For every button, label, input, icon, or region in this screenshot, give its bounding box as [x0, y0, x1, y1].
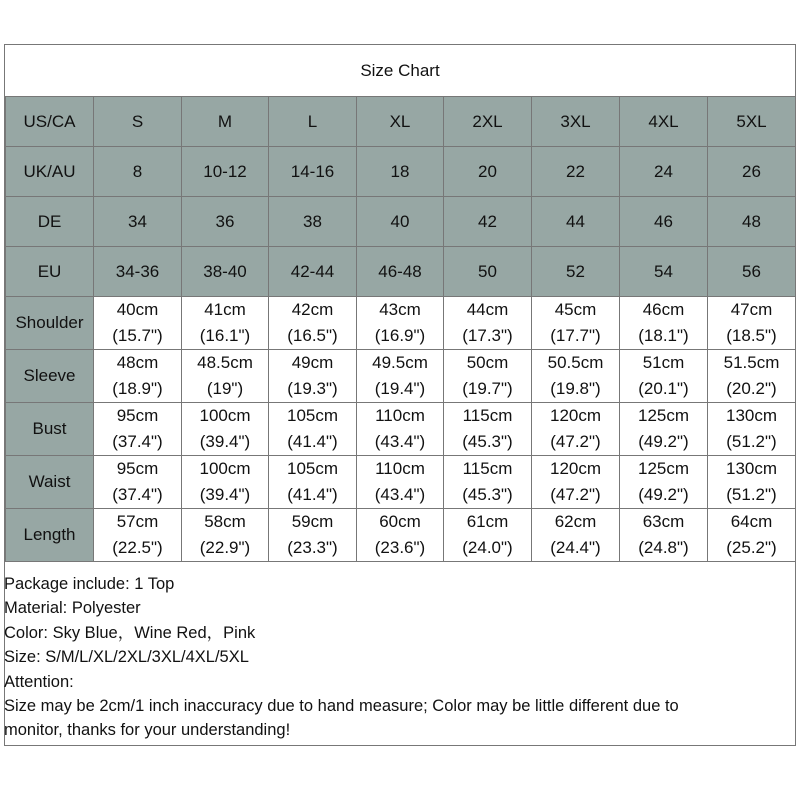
inch-value: (41.4"): [287, 432, 338, 451]
measurement-cell: [182, 403, 269, 456]
measurement-cell: [182, 297, 269, 350]
inch-value: (51.2"): [726, 485, 777, 504]
cm-value: 62cm: [554, 512, 597, 531]
cm-value: 41cm: [204, 300, 246, 319]
cm-value: 40cm: [116, 300, 159, 319]
measurement-cell: [357, 350, 444, 403]
inch-value: (18.5"): [726, 326, 777, 345]
size-cell: 48: [708, 197, 796, 247]
note-size: Size: S/M/L/XL/2XL/3XL/4XL/5XL: [4, 648, 249, 667]
inch-value: (41.4"): [287, 485, 338, 504]
inch-value: (23.6"): [374, 538, 426, 557]
measurement-cell: [269, 509, 357, 562]
size-cell: 26: [708, 147, 796, 197]
measurement-cell: [269, 350, 357, 403]
measurement-cell: [269, 456, 357, 509]
measurement-cell: [532, 403, 620, 456]
cm-value: 100cm: [199, 406, 251, 425]
cm-value: 125cm: [637, 459, 690, 478]
inch-value: (45.3"): [462, 432, 513, 451]
measurement-cell: [620, 297, 708, 350]
measurement-cell: [269, 403, 357, 456]
cm-value: 43cm: [379, 300, 421, 319]
measurement-label: Length: [6, 509, 94, 562]
inch-value: (20.2"): [726, 379, 777, 398]
inch-value: (47.2"): [550, 485, 601, 504]
measurement-cell: [708, 297, 796, 350]
row-label: UK/AU: [6, 147, 94, 197]
inch-value: (24.4"): [550, 538, 601, 557]
size-cell: 10-12: [182, 147, 269, 197]
row-label: EU: [6, 247, 94, 297]
cm-value: 46cm: [642, 300, 685, 319]
size-cell: 22: [532, 147, 620, 197]
measurement-cell: [182, 350, 269, 403]
measurement-cell: [444, 509, 532, 562]
inch-value: (51.2"): [726, 432, 777, 451]
cm-value: 63cm: [642, 512, 685, 531]
measurement-label: Shoulder: [6, 297, 94, 350]
measurement-cell: [444, 403, 532, 456]
inch-value: (22.5"): [112, 538, 163, 557]
size-cell: 46: [620, 197, 708, 247]
note-material: Material: Polyester: [4, 599, 141, 618]
measurement-cell: [357, 403, 444, 456]
size-cell: 8: [94, 147, 182, 197]
inch-value: (37.4"): [112, 432, 163, 451]
size-cell: 24: [620, 147, 708, 197]
size-system-row: [6, 247, 796, 297]
inch-value: (16.5"): [287, 326, 338, 345]
measurement-cell: [532, 509, 620, 562]
cm-value: 115cm: [462, 459, 513, 478]
inch-value: (20.1"): [638, 379, 689, 398]
measurement-cell: [94, 509, 182, 562]
measurement-row: [6, 297, 796, 350]
cm-value: 130cm: [725, 406, 778, 425]
inch-value: (19.8"): [550, 379, 601, 398]
measurement-cell: [357, 509, 444, 562]
cm-value: 125cm: [637, 406, 690, 425]
inch-value: (23.3"): [287, 538, 338, 557]
measurement-cell: [269, 297, 357, 350]
cm-value: 59cm: [291, 512, 334, 531]
size-cell: L: [269, 97, 357, 147]
measurement-row: [6, 509, 796, 562]
size-cell: 3XL: [532, 97, 620, 147]
size-cell: M: [182, 97, 269, 147]
measurement-cell: [182, 456, 269, 509]
size-cell: 44: [532, 197, 620, 247]
measurement-cell: [708, 456, 796, 509]
product-notes: [4, 572, 790, 743]
measurement-cell: [357, 456, 444, 509]
measurement-cell: [708, 350, 796, 403]
size-cell: 42: [444, 197, 532, 247]
size-cell: 46-48: [357, 247, 444, 297]
size-cell: 42-44: [269, 247, 357, 297]
measurement-cell: [620, 350, 708, 403]
measurement-cell: [708, 403, 796, 456]
cm-value: 42cm: [291, 300, 334, 319]
cm-value: 120cm: [549, 406, 602, 425]
measurement-label: Sleeve: [6, 350, 94, 403]
cm-value: 44cm: [466, 300, 509, 319]
size-cell: 14-16: [269, 147, 357, 197]
measurement-cell: [444, 297, 532, 350]
note-package: Package include: 1 Top: [4, 575, 175, 593]
size-cell: 52: [532, 247, 620, 297]
note-disclaimer-line2: monitor, thanks for your understanding!: [4, 721, 291, 740]
measurement-cell: [444, 456, 532, 509]
size-table: [5, 96, 796, 562]
cm-value: 95cm: [116, 459, 159, 478]
cm-value: 51.5cm: [723, 353, 780, 372]
cm-value: 115cm: [462, 406, 513, 425]
note-disclaimer-line1: Size may be 2cm/1 inch inaccuracy due to hand measure; Color may be little different due to: [4, 697, 679, 716]
inch-value: (45.3"): [462, 485, 513, 504]
row-label: DE: [6, 197, 94, 247]
inch-value: (39.4"): [199, 432, 251, 451]
size-cell: 38-40: [182, 247, 269, 297]
measurement-cell: [620, 509, 708, 562]
measurement-cell: [94, 350, 182, 403]
cm-value: 105cm: [286, 459, 339, 478]
measurement-cell: [94, 297, 182, 350]
cm-value: 58cm: [204, 512, 246, 531]
measurement-cell: [620, 456, 708, 509]
cm-value: 105cm: [286, 406, 339, 425]
measurement-cell: [94, 456, 182, 509]
cm-value: 95cm: [116, 406, 159, 425]
measurement-cell: [708, 509, 796, 562]
size-cell: 18: [357, 147, 444, 197]
measurement-cell: [182, 509, 269, 562]
cm-value: 51cm: [642, 353, 685, 372]
cm-value: 49cm: [291, 353, 334, 372]
cm-value: 100cm: [199, 459, 251, 478]
size-cell: 5XL: [708, 97, 796, 147]
size-system-row: [6, 97, 796, 147]
size-cell: 50: [444, 247, 532, 297]
inch-value: (16.1"): [199, 326, 251, 345]
inch-value: (17.7"): [550, 326, 601, 345]
cm-value: 45cm: [554, 300, 597, 319]
cm-value: 120cm: [549, 459, 602, 478]
cm-value: 47cm: [730, 300, 773, 319]
measurement-cell: [532, 456, 620, 509]
cm-value: 60cm: [379, 512, 421, 531]
measurement-cell: [532, 350, 620, 403]
size-cell: 54: [620, 247, 708, 297]
cm-value: 57cm: [116, 512, 159, 531]
size-cell: 34: [94, 197, 182, 247]
inch-value: (16.9"): [374, 326, 426, 345]
cm-value: 48.5cm: [197, 353, 253, 372]
inch-value: (39.4"): [199, 485, 251, 504]
size-cell: 56: [708, 247, 796, 297]
size-cell: XL: [357, 97, 444, 147]
cm-value: 50cm: [466, 353, 509, 372]
size-cell: 40: [357, 197, 444, 247]
size-cell: 20: [444, 147, 532, 197]
cm-value: 110cm: [375, 406, 425, 425]
inch-value: (43.4"): [374, 485, 426, 504]
measurement-row: [6, 350, 796, 403]
cm-value: 61cm: [466, 512, 509, 531]
inch-value: (37.4"): [112, 485, 163, 504]
size-cell: 38: [269, 197, 357, 247]
chart-title: Size Chart: [5, 45, 795, 97]
inch-value: (15.7"): [112, 326, 163, 345]
cm-value: 130cm: [725, 459, 778, 478]
measurement-cell: [532, 297, 620, 350]
measurement-label: Bust: [6, 403, 94, 456]
measurement-label: Waist: [6, 456, 94, 509]
note-color: Color: Sky Blue，Wine Red，Pink: [4, 623, 256, 642]
inch-value: (43.4"): [374, 432, 426, 451]
note-attention: Attention:: [4, 672, 74, 691]
measurement-cell: [444, 350, 532, 403]
inch-value: (18.9"): [112, 379, 163, 398]
inch-value: (19.4"): [374, 379, 426, 398]
measurement-cell: [94, 403, 182, 456]
inch-value: (22.9"): [199, 538, 251, 557]
inch-value: (24.8"): [638, 538, 689, 557]
cm-value: 48cm: [116, 353, 159, 372]
size-cell: S: [94, 97, 182, 147]
measurement-row: [6, 456, 796, 509]
inch-value: (49.2"): [638, 485, 689, 504]
inch-value: (24.0"): [462, 538, 513, 557]
inch-value: (49.2"): [638, 432, 689, 451]
size-system-row: [6, 197, 796, 247]
inch-value: (19"): [206, 379, 244, 398]
inch-value: (19.3"): [287, 379, 338, 398]
size-cell: 36: [182, 197, 269, 247]
inch-value: (25.2"): [726, 538, 777, 557]
measurement-row: [6, 403, 796, 456]
inch-value: (18.1"): [638, 326, 689, 345]
row-label: US/CA: [6, 97, 94, 147]
inch-value: (47.2"): [550, 432, 601, 451]
size-cell: 34-36: [94, 247, 182, 297]
cm-value: 50.5cm: [547, 353, 604, 372]
cm-value: 110cm: [375, 459, 425, 478]
measurement-cell: [620, 403, 708, 456]
measurement-cell: [357, 297, 444, 350]
cm-value: 64cm: [730, 512, 773, 531]
inch-value: (17.3"): [462, 326, 513, 345]
size-cell: 2XL: [444, 97, 532, 147]
inch-value: (19.7"): [462, 379, 513, 398]
size-cell: 4XL: [620, 97, 708, 147]
cm-value: 49.5cm: [372, 353, 428, 372]
size-system-row: [6, 147, 796, 197]
